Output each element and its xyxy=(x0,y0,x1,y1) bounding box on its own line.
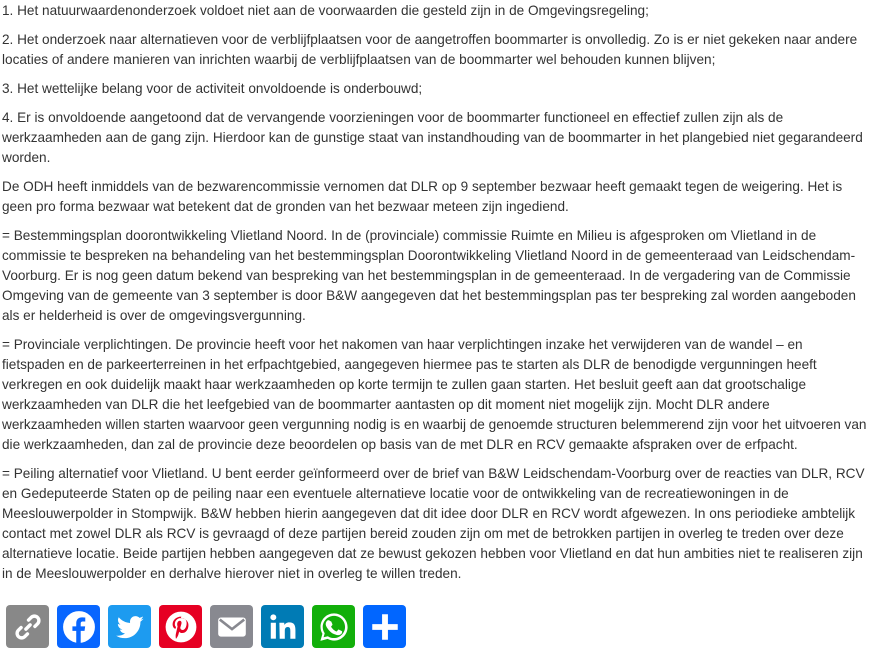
paragraph-1: 1. Het natuurwaardenonderzoek voldoet niet aan de voorwaarden die gesteld zijn in de Omgevingsregeling; xyxy=(2,3,649,18)
copy-link-button[interactable] xyxy=(6,605,49,648)
paragraph-6: = Bestemmingsplan doorontwikkeling Vlietland Noord. In de (provinciale) commissie Ruimte en Milieu is afgesproken om Vlietland in de commissie te bespreken na behandeling van het bestemmingsplan Doorontwikkeling Vlietland Noord in de gemeenteraad van Leidschendam-Voorburg. Er is nog geen datum bekend van bespreking van het bestemmingsplan in de gemeenteraad. In de vergadering van de Commissie Omgeving van de gemeente van 3 september is door B&W aangegeven dat het bestemmingsplan pas ter bespreking zal worden aangeboden als er helderheid is over de omgevingsvergunning. xyxy=(2,228,856,323)
pinterest-icon xyxy=(164,610,198,644)
paragraph-4: 4. Er is onvoldoende aangetoond dat de vervangende voorzieningen voor de boommarter functioneel en effectief zullen zijn als de werkzaamheden aan de gang zijn. Hierdoor kan de gunstige staat van instandhouding van de boommarter in het plangebied niet gegarandeerd worden. xyxy=(2,110,863,165)
paragraph-2: 2. Het onderzoek naar alternatieven voor de verblijfplaatsen voor de aangetroffen boommarter is onvolledig. Zo is er niet gekeken naar andere locaties of andere manieren van inrichten waarbij de verblijfplaatsen van de boommarter wel behouden kunnen blijven; xyxy=(2,32,858,67)
article-body xyxy=(2,1,868,593)
whatsapp-icon xyxy=(317,610,351,644)
whatsapp-button[interactable] xyxy=(312,605,355,648)
paragraph-8: = Peiling alternatief voor Vlietland. U bent eerder geïnformeerd over de brief van B&W Leidschendam-Voorburg over de reacties van DLR, RCV en Gedeputeerde Staten op de peiling naar een eventuele alternatieve locatie voor de ontwikkeling van de recreatiewoningen in de Meeslouwerpolder in Stompwijk. B&W hebben hierin aangegeven dat dit idee door DLR en RCV wordt afgewezen. In ons periodieke ambtelijk contact met zowel DLR als RCV is gevraagd of deze partijen bereid zouden zijn om met de betrokken partijen in overleg te treden over deze alternatieve locatie. Beide partijen hebben aangegeven dat ze bewust gekozen hebben voor Vlietland en dat hun ambities niet te realiseren zijn in de Meeslouwerpolder en derhalve hierover niet in overleg te willen treden. xyxy=(2,466,865,581)
paragraph-7: = Provinciale verplichtingen. De provincie heeft voor het nakomen van haar verplichtingen inzake het verwijderen van de wandel – en fietspaden en de parkeerterreinen in het erfpachtgebied, aangegeven hiermee pas te starten als DLR de benodigde vergunningen heeft verkregen en ook duidelijk maakt haar werkzaamheden op korte termijn te zullen gaan starten. Het besluit geeft aan dat grootschalige werkzaamheden van DLR die het leefgebied van de boommarter aantasten op dit moment niet mogelijk zijn. Mocht DLR andere werkzaamheden willen starten waarvoor geen vergunning nodig is en waarbij de genoemde structuren belemmerend zijn voor het uitvoeren van die werkzaamheden, dan zal de provincie deze beoordelen op basis van de met DLR en RCV gemaakte afspraken over de erfpacht. xyxy=(2,337,867,452)
email-icon xyxy=(215,610,249,644)
share-bar xyxy=(6,605,406,648)
email-button[interactable] xyxy=(210,605,253,648)
paragraph-5: De ODH heeft inmiddels van de bezwarencommissie vernomen dat DLR op 9 september bezwaar heeft gemaakt tegen de weigering. Het is geen pro forma bezwaar wat betekent dat de gronden van het bezwaar meteen zijn ingediend. xyxy=(2,179,843,214)
share-more-button[interactable] xyxy=(363,605,406,648)
share-icon xyxy=(368,610,402,644)
pinterest-button[interactable] xyxy=(159,605,202,648)
twitter-button[interactable] xyxy=(108,605,151,648)
linkedin-button[interactable] xyxy=(261,605,304,648)
copy-link-icon xyxy=(11,610,45,644)
twitter-icon xyxy=(113,610,147,644)
linkedin-icon xyxy=(266,610,300,644)
facebook-icon xyxy=(62,610,96,644)
facebook-button[interactable] xyxy=(57,605,100,648)
paragraph-3: 3. Het wettelijke belang voor de activiteit onvoldoende is onderbouwd; xyxy=(2,81,423,96)
